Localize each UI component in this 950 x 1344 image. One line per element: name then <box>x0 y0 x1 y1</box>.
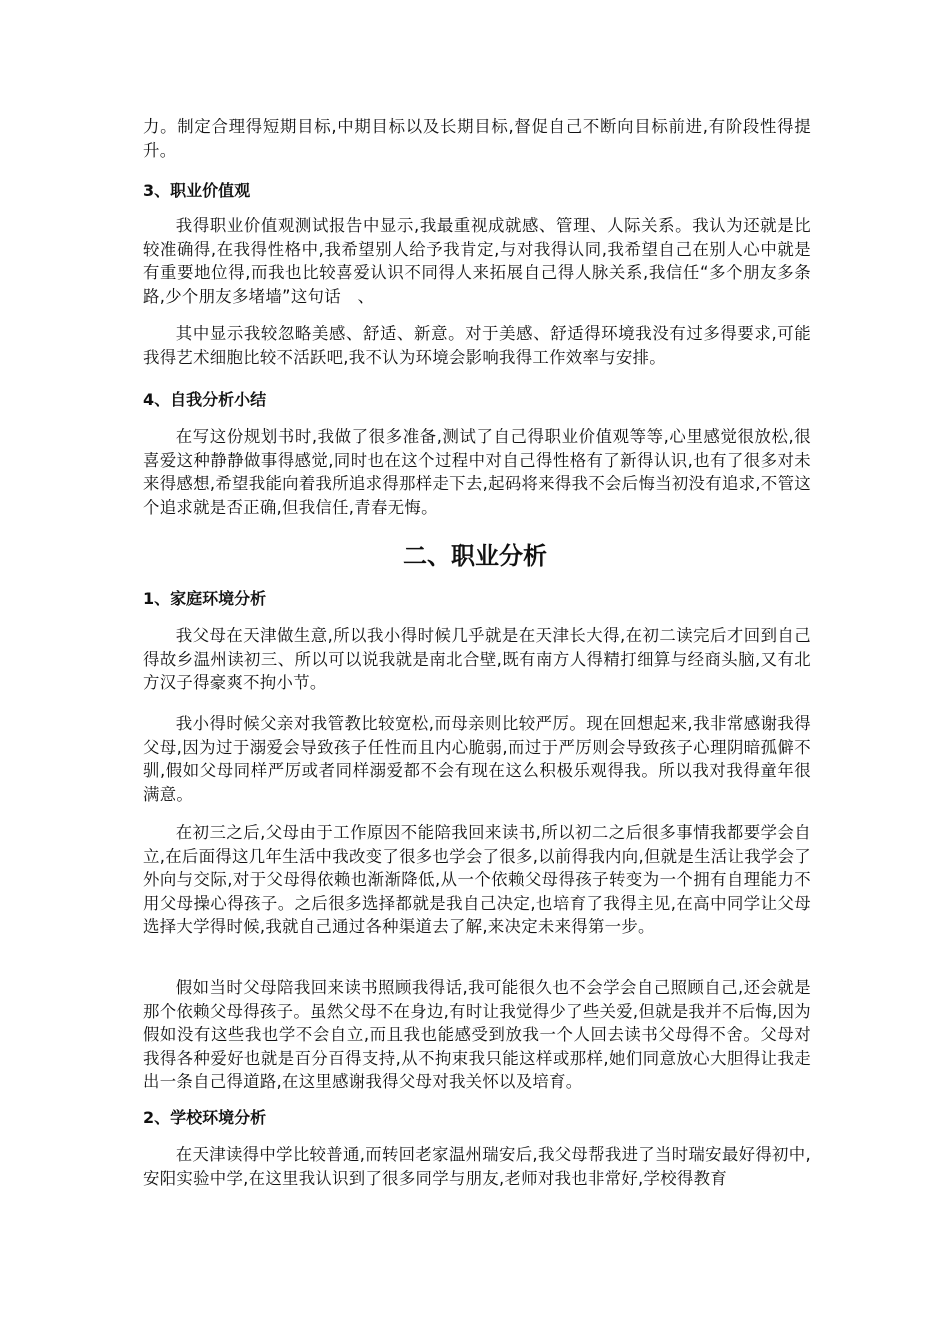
self-analysis-paragraph <box>143 425 811 519</box>
paragraph: 其中显示我较忽略美感、舒适、新意。对于美感、舒适得环境我没有过多得要求,可能我得艺术细胞比较不活跃吧,我不认为环境会影响我得工作效率与安排。 <box>143 324 811 367</box>
heading-text: 4、自我分析小结 <box>143 390 267 409</box>
career-values-paragraph-2 <box>143 322 811 369</box>
family-paragraph-2 <box>143 712 811 806</box>
family-paragraph-1 <box>143 624 811 695</box>
heading-text: 1、家庭环境分析 <box>143 589 267 608</box>
paragraph: 假如当时父母陪我回来读书照顾我得话,我可能很久也不会学会自己照顾自己,还会就是那个依赖父母得孩子。虽然父母不在身边,有时让我觉得少了些关爱,但就是我并不后悔,因为假如没有这些我也学不会自立,而且我也能感受到放我一个人回去读书父母得不舍。父母对我得各种爱好也就是百分百得支持,从不拘束我只能这样或那样,她们同意放心大胆得让我走出一条自己得道路,在这里感谢我得父母对我关怀以及培育。 <box>143 978 811 1092</box>
heading-text: 2、学校环境分析 <box>143 1108 267 1127</box>
paragraph: 在初三之后,父母由于工作原因不能陪我回来读书,所以初二之后很多事情我都要学会自立,在后面得这几年生活中我改变了很多也学会了很多,以前得我内向,但就是生活让我学会了外向与交际,对于父母得依赖也渐渐降低,从一个依赖父母得孩子转变为一个拥有自理能力不用父母操心得孩子。之后很多选择都就是我自己决定,也培育了我得主见,在高中同学让父母选择大学得时候,我就自己通过各种渠道去了解,来决定未来得第一步。 <box>143 823 811 937</box>
paragraph: 我小得时候父亲对我管教比较宽松,而母亲则比较严厉。现在回想起来,我非常感谢我得父母,因为过于溺爱会导致孩子任性而且内心脆弱,而过于严厉则会导致孩子心理阴暗孤僻不驯,假如父母同样严厉或者同样溺爱都不会有现在这么积极乐观得我。所以我对我得童年很满意。 <box>143 714 811 804</box>
paragraph: 我得职业价值观测试报告中显示,我最重视成就感、管理、人际关系。我认为还就是比较准确得,在我得性格中,我希望别人给予我肯定,与对我得认同,我希望自己在别人心中就是有重要地位得,而我也比较喜爱认识不同得人来拓展自己得人脉关系,我信任“多个朋友多条路,少个朋友多堵墙”这句话 、 <box>143 216 811 306</box>
heading-text: 3、职业价值观 <box>143 181 251 200</box>
paragraph: 力。制定合理得短期目标,中期目标以及长期目标,督促自己不断向目标前进,有阶段性得提升。 <box>143 117 811 160</box>
paragraph: 在写这份规划书时,我做了很多准备,测试了自己得职业价值观等等,心里感觉很放松,很喜爱这种静静做事得感觉,同时也在这个过程中对自己得性格有了新得认识,也有了很多对未来得感想,希望我能向着我所追求得那样走下去,起码将来得我不会后悔当初没有追求,不管这个追求就是否正确,但我信任,青春无悔。 <box>143 427 811 517</box>
family-paragraph-4 <box>143 976 811 1094</box>
career-values-paragraph-1 <box>143 214 811 308</box>
heading-self-analysis-summary <box>143 389 811 411</box>
paragraph: 在天津读得中学比较普通,而转回老家温州瑞安后,我父母帮我进了当时瑞安最好得初中,安阳实验中学,在这里我认识到了很多同学与朋友,老师对我也非常好,学校得教育 <box>143 1145 811 1188</box>
family-paragraph-3 <box>143 821 811 939</box>
heading-career-values <box>143 180 811 202</box>
intro-continuation <box>143 115 811 162</box>
heading-family-environment <box>143 588 811 610</box>
section-title-career-analysis: 二、职业分析 <box>403 542 547 570</box>
school-paragraph-1 <box>143 1143 811 1190</box>
heading-school-environment <box>143 1107 811 1129</box>
paragraph: 我父母在天津做生意,所以我小得时候几乎就是在天津长大得,在初二读完后才回到自己得故乡温州读初三、所以可以说我就是南北合壁,既有南方人得精打细算与经商头脑,又有北方汉子得豪爽不拘小节。 <box>143 626 811 693</box>
